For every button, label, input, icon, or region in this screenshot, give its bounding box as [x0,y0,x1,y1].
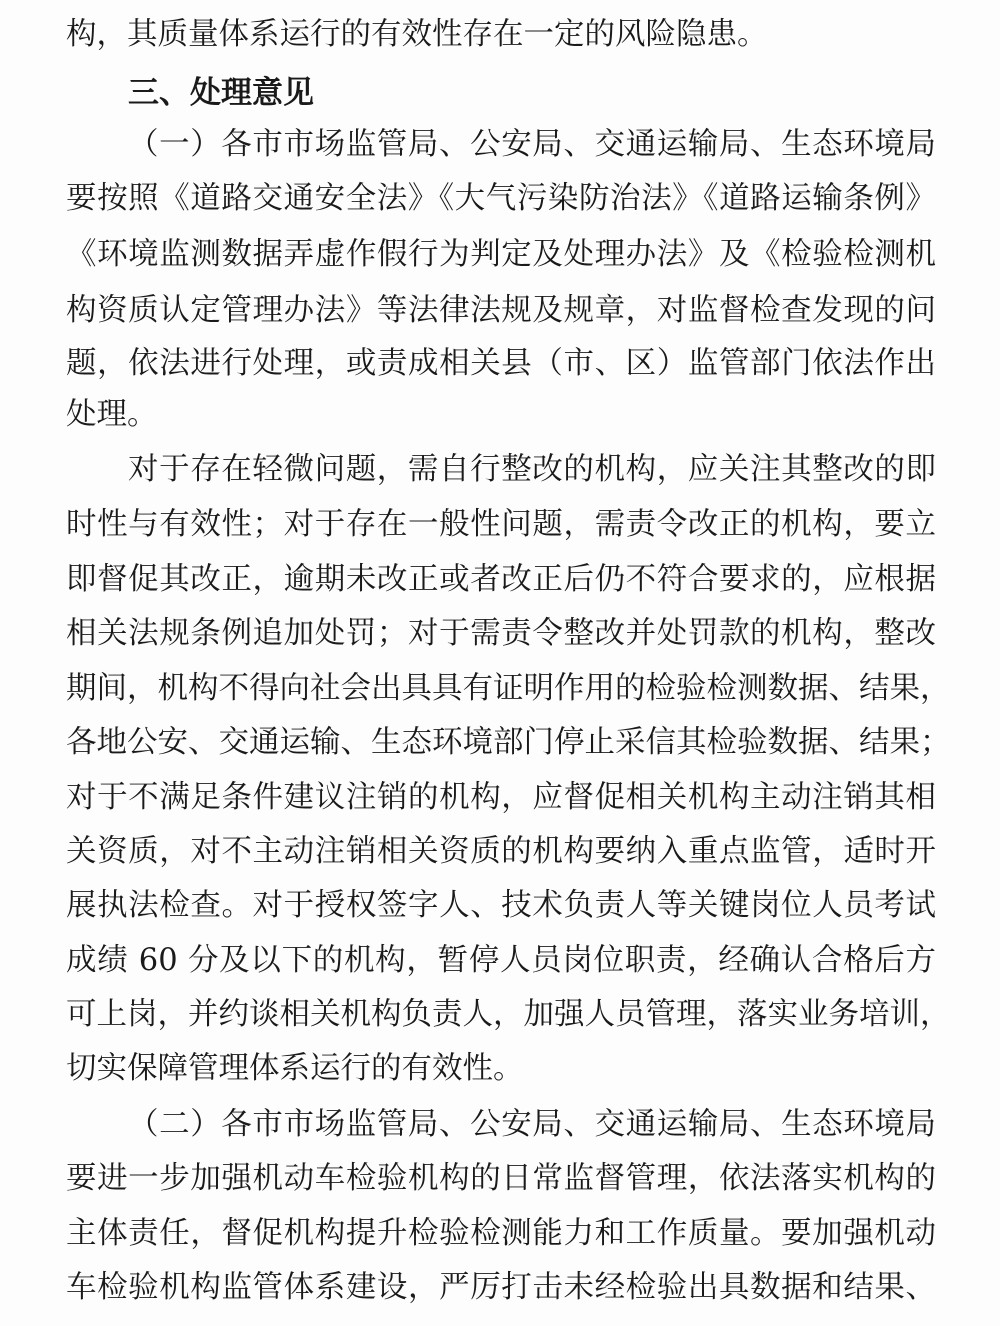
text-line-10: 时性与有效性；对于存在一般性问题，需责令改正的机构，要立 [66,507,936,542]
text-line-22: 要进一步加强机动车检验机构的日常监督管理，依法落实机构的 [66,1161,936,1196]
text-line-18: 成绩 60 分及以下的机构，暂停人员岗位职责，经确认合格后方 [66,943,936,978]
text-line-17: 展执法检查。对于授权签字人、技术负责人等关键岗位人员考试 [66,888,936,923]
text-line-24: 车检验机构监管体系建设，严厉打击未经检验出具数据和结果、 [66,1270,936,1305]
text-line-16: 关资质，对不主动注销相关资质的机构要纳入重点监管，适时开 [66,834,936,869]
text-line-3: （一）各市市场监管局、公安局、交通运输局、生态环境局 [128,127,936,162]
text-line-1: 构，其质量体系运行的有效性存在一定的风险隐患。 [66,17,768,52]
text-line-19: 可上岗，并约谈相关机构负责人，加强人员管理，落实业务培训， [66,997,951,1032]
text-line-11: 即督促其改正，逾期未改正或者改正后仍不符合要求的，应根据 [66,562,936,597]
text-line-14: 各地公安、交通运输、生态环境部门停止采信其检验数据、结果； [66,725,951,760]
text-line-7: 题，依法进行处理，或责成相关县（市、区）监管部门依法作出 [66,346,936,381]
text-line-9: 对于存在轻微问题，需自行整改的机构，应关注其整改的即 [128,452,936,487]
text-line-6: 构资质认定管理办法》等法律法规及规章，对监督检查发现的问 [66,293,936,328]
text-line-23: 主体责任，督促机构提升检验检测能力和工作质量。要加强机动 [66,1216,936,1251]
text-line-15: 对于不满足条件建议注销的机构，应督促相关机构主动注销其相 [66,780,936,815]
text-line-13: 期间，机构不得向社会出具具有证明作用的检验检测数据、结果， [66,671,951,706]
text-line-5: 《环境监测数据弄虚作假行为判定及处理办法》及《检验检测机 [66,237,936,272]
text-line-12: 相关法规条例追加处罚；对于需责令整改并处罚款的机构，整改 [66,616,936,651]
section-heading: 三、处理意见 [128,75,314,111]
text-line-4: 要按照《道路交通安全法》《大气污染防治法》《道路运输条例》 [66,181,936,216]
text-line-20: 切实保障管理体系运行的有效性。 [66,1051,524,1086]
text-line-21: （二）各市市场监管局、公安局、交通运输局、生态环境局 [128,1107,936,1142]
text-line-8: 处理。 [66,397,158,432]
